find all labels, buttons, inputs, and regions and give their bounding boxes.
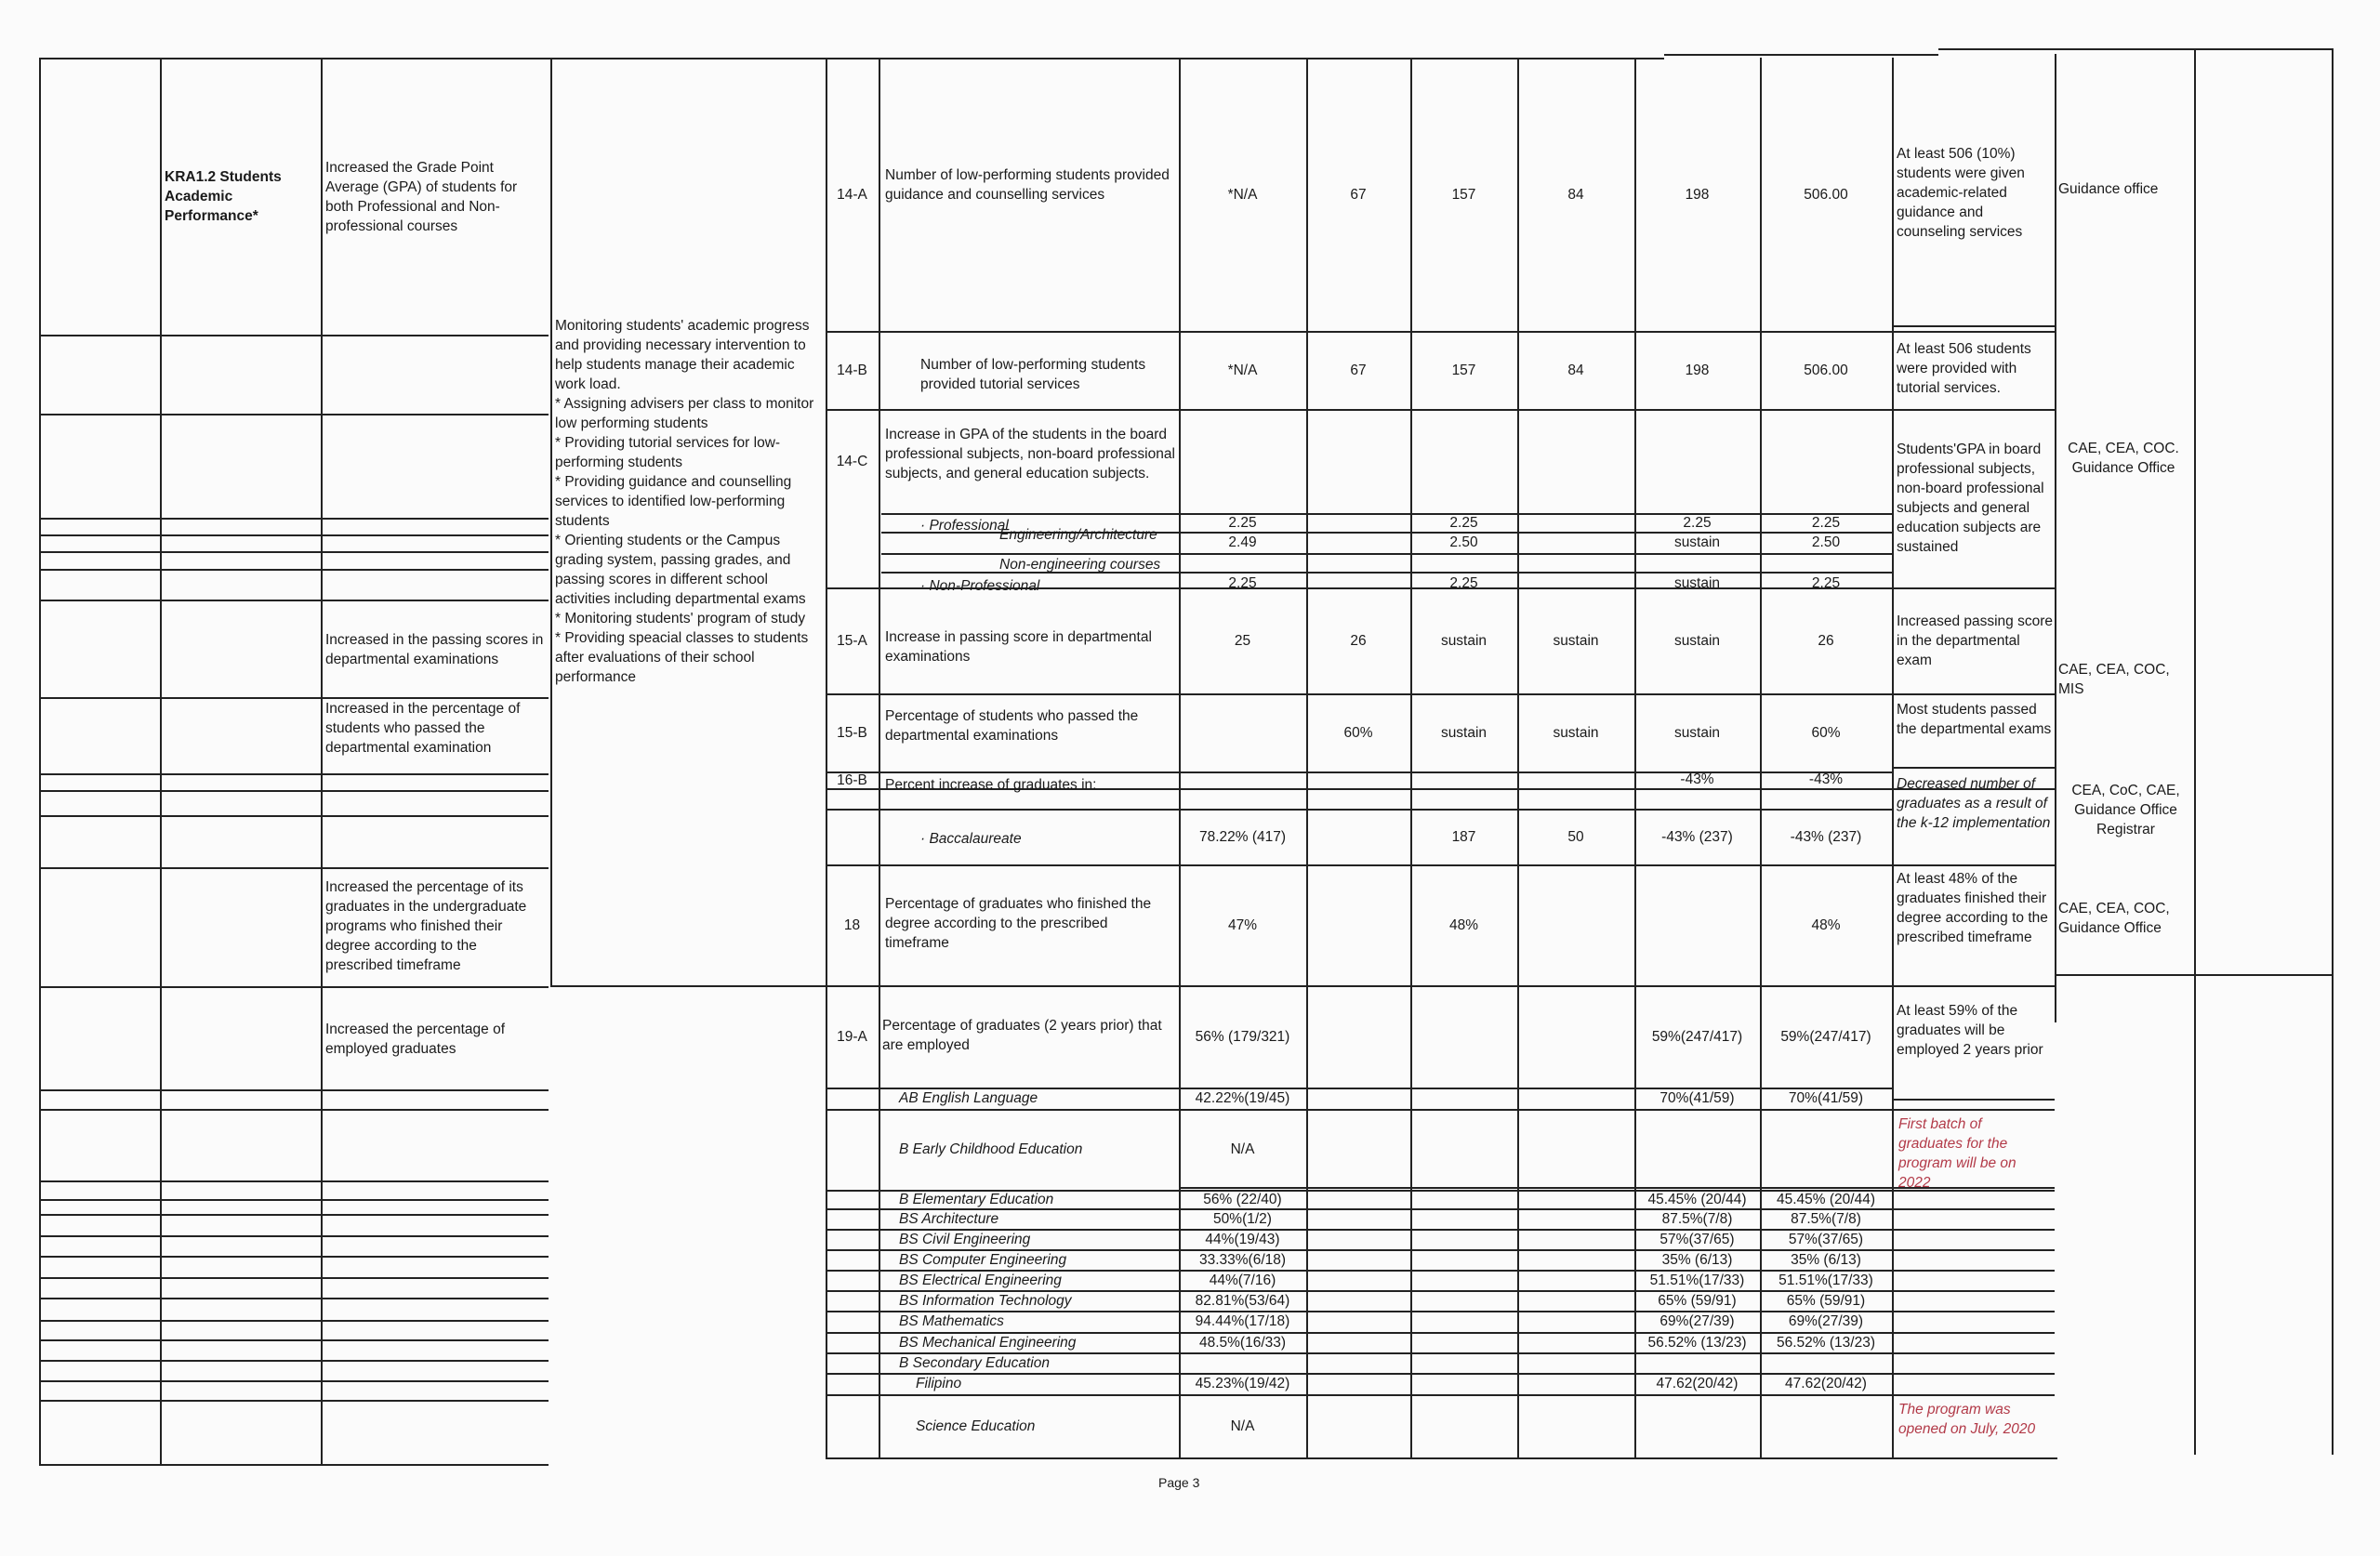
target-14b: At least 506 students were provided with tutorial services. [1897,341,2031,396]
table-rule [39,518,549,520]
table-rule [39,1199,549,1201]
value-c1: 67 [1350,186,1367,203]
strategy-text: Monitoring students' academic progress and providing necessary intervention to help students manage their academic work load. * Assigning advisers per class to monitor low performing students * Providing tutorial services for low-performing students * Providing guidance and counselling services to identified low-performing students * Orienting students or the Campus grading system, passing grades, and passing scores in different school activities including departmental exams * Monitoring students' program of study * Providing speacial classes to students after evaluations of their school performance [555,318,814,685]
table-rule [39,600,549,601]
value-c3: sustain [1553,724,1599,741]
program-name: BS Civil Engineering [899,1231,1031,1247]
value-c4: sustain [1673,534,1721,550]
program-target-c4: 65% (59/91) [1658,1292,1737,1309]
table-rule [1892,587,2055,589]
indicator-14c: Increase in GPA of the students in the board professional subjects, non-board professional subjects, and general education subjects. [885,427,1175,481]
program-target-c4: 47.62(20/42) [1656,1376,1739,1391]
row-code: 14-C [836,453,868,469]
table-rule [39,790,549,792]
value-c2: 2.50 [1449,534,1478,550]
indicator-15b: Percentage of students who passed the departmental examinations [885,708,1139,744]
table-rule [39,1360,549,1362]
program-target-c4: 51.51%(17/33) [1649,1272,1745,1288]
value-c5: 60% [1811,724,1841,741]
row-code: 14-A [837,186,867,203]
program-target-c5: 87.5%(7/8) [1791,1210,1861,1227]
program-baseline: 48.5%(16/33) [1198,1334,1287,1351]
table-rule [39,1180,549,1182]
target-19a: At least 59% of the graduates will be employed 2 years prior [1897,1003,2043,1058]
value-c5: 2.25 [1811,575,1841,591]
value-c4: 198 [1685,186,1710,203]
table-rule [39,1298,549,1299]
value-c3: 50 [1567,828,1584,845]
value-baseline: 2.25 [1228,514,1257,531]
value-baseline: 47% [1227,916,1258,933]
program-target-c5: 51.51%(17/33) [1778,1272,1873,1288]
table-rule [39,1214,549,1216]
objective-gpa: Increased the Grade Point Average (GPA) of students for both Professional and Non-professional courses [325,160,518,234]
value-baseline: 2.25 [1228,575,1257,591]
value-c2: 2.25 [1449,514,1478,531]
program-target-c5: 56.52% (13/23) [1777,1334,1875,1351]
program-name: BS Mechanical Engineering [899,1334,1077,1351]
table-rule [2055,974,2334,976]
program-target-c4: 57%(37/65) [1659,1231,1735,1247]
program-target-c4: 35% (6/13) [1661,1251,1733,1268]
program-target-c4: 45.45% (20/44) [1647,1191,1747,1207]
value-c5: 2.50 [1811,534,1841,550]
value-c2: 2.25 [1449,575,1478,591]
row-code: 15-A [837,632,867,649]
table-rule [39,1339,549,1341]
value-baseline: 56% (179/321) [1195,1028,1290,1045]
value-c5: 2.25 [1811,514,1841,531]
target-14c: Students'GPA in board professional subjects, non-board professional subjects and general education subjects are sustained [1897,442,2044,555]
row-code: 18 [843,916,861,933]
program-target-c4: 56.52% (13/23) [1647,1334,1747,1351]
program-baseline: N/A [1230,1418,1255,1434]
office-18: CAE, CEA, COC, Guidance Office [2058,901,2170,936]
value-baseline: *N/A [1227,186,1258,203]
value-c4: 2.25 [1683,514,1712,531]
program-baseline: 45.23%(19/42) [1195,1376,1290,1391]
program-baseline: 44%(7/16) [1209,1272,1276,1288]
table-rule [39,534,549,536]
table-rule [39,867,549,869]
indicator-16b: Percent increase of graduates in: [885,777,1097,793]
target-16b: Decreased number of graduates as a result of the k-12 implementation [1897,776,2051,831]
table-rule [1892,767,2055,769]
indicator-14b: Number of low-performing students provided tutorial services [920,357,1146,392]
value-c5: -43% (237) [1790,828,1862,845]
objective-employed: Increased the percentage of employed graduates [325,1022,506,1057]
program-target-c4 [1634,1109,1760,1190]
value-c3: 84 [1567,186,1584,203]
value-baseline: 78.22% (417) [1198,828,1287,845]
table-rule [1664,54,1938,56]
program-target-c5: 45.45% (20/44) [1777,1191,1875,1207]
program-target-c4 [1634,1352,1760,1373]
table-rule [39,1464,549,1466]
value-c2: 157 [1451,362,1476,378]
value-c1: 26 [1350,632,1367,649]
page-number: Page 3 [1158,1475,1200,1490]
table-rule [39,1256,549,1258]
value-c3: sustain [1553,632,1599,649]
table-rule [550,58,552,985]
program-target-c5: 70%(41/59) [1788,1090,1864,1106]
row-code: 19-A [837,1028,867,1045]
program-target-c5: 57%(37/65) [1788,1231,1864,1247]
value-c1: 67 [1350,362,1367,378]
table-rule [39,1380,549,1382]
program-name: BS Information Technology [899,1292,1072,1309]
value-c5: 26 [1818,632,1834,649]
program-target-c4: 69%(27/39) [1659,1313,1735,1329]
value-c4: sustain [1673,575,1721,591]
program-target-c4: 87.5%(7/8) [1661,1210,1733,1227]
table-rule [39,815,549,817]
table-rule [39,1400,549,1402]
table-rule [1892,325,2055,327]
table-rule [39,414,549,415]
program-name: Filipino [916,1376,962,1391]
value-c5: 59%(247/417) [1780,1028,1871,1045]
program-baseline: 56% (22/40) [1203,1191,1282,1207]
value-c2: 48% [1448,916,1479,933]
value-c4: sustain [1673,724,1721,741]
value-c2: 187 [1451,828,1476,845]
target-18: At least 48% of the graduates finished their degree according to the prescribed timeframe [1897,871,2048,945]
program-remark: The program was opened on July, 2020 [1898,1402,2036,1437]
value-baseline: *N/A [1227,362,1258,378]
label-non-engineering: Non-engineering courses [999,557,1161,573]
program-name: B Elementary Education [899,1191,1054,1207]
table-rule [550,985,827,987]
program-name: Science Education [916,1418,1036,1434]
target-14a: At least 506 (10%) students were given academic-related guidance and counseling services [1897,146,2025,240]
table-rule [39,1109,549,1111]
value-c1: 60% [1343,724,1373,741]
program-name: BS Mathematics [899,1313,1004,1329]
value-c5: -43% [1808,771,1844,787]
table-rule [826,1457,2057,1459]
program-target-c5: 35% (6/13) [1791,1251,1861,1268]
table-rule [39,1235,549,1237]
row-code: 16-B [837,771,867,788]
objective-finished: Increased the percentage of its graduates in the undergraduate programs who finished their degree according to the prescribed timeframe [325,879,527,973]
program-target-c5: 47.62(20/42) [1785,1376,1867,1391]
table-rule [1938,48,2334,50]
office-16b: CEA, CoC, CAE, Guidance Office Registrar [2071,783,2180,837]
row-code: 15-B [837,724,867,741]
program-target-c5: 65% (59/91) [1786,1292,1866,1309]
office-14a: Guidance office [2058,181,2159,197]
program-target-c5 [1760,1109,1892,1190]
program-name: BS Electrical Engineering [899,1272,1062,1288]
program-name: B Secondary Education [899,1354,1050,1371]
table-rule [321,58,323,1466]
value-c2: sustain [1440,724,1488,741]
table-rule [39,335,549,336]
objective-percent-passed: Increased in the percentage of students who passed the departmental examination [325,701,521,756]
label-professional: · Professional [920,518,1009,534]
value-c5: 506.00 [1804,362,1848,378]
table-rule [2055,54,2056,1022]
table-rule [826,409,2055,411]
indicator-14a: Number of low-performing students provided guidance and counselling services [885,167,1170,203]
value-c4: -43% (237) [1661,828,1733,845]
value-c5: 48% [1811,916,1841,933]
table-rule [39,569,549,571]
program-baseline: 33.33%(6/18) [1198,1251,1287,1268]
program-remark: First batch of graduates for the program will be on 2022 [1898,1116,2016,1191]
row-code: 14-B [837,362,867,378]
table-rule [160,58,162,1466]
kra-title: KRA1.2 Students Academic Performance* [165,169,282,224]
table-rule [39,773,549,775]
value-c5: 506.00 [1804,186,1848,203]
value-c2: 157 [1451,186,1476,203]
office-15a: CAE, CEA, COC, MIS [2058,662,2170,697]
office-14c: CAE, CEA, COC. Guidance Office [2068,441,2179,476]
program-name: AB English Language [899,1090,1038,1106]
program-baseline: 94.44%(17/18) [1195,1313,1290,1329]
program-name: BS Computer Engineering [899,1251,1067,1268]
program-baseline [1179,1352,1306,1373]
program-target-c5: 69%(27/39) [1788,1313,1864,1329]
table-rule [1892,864,2055,866]
table-rule [39,1277,549,1279]
value-c4: 198 [1685,362,1710,378]
table-rule [826,864,1892,866]
target-15a: Increased passing score in the departmental exam [1897,613,2054,668]
table-rule [1892,1099,2055,1101]
value-baseline: 2.49 [1228,534,1257,550]
program-target-c5 [1760,1394,1892,1457]
indicator-19a: Percentage of graduates (2 years prior) that are employed [882,1018,1162,1053]
label-non-professional: · Non-Professional [920,578,1040,594]
program-target-c4 [1634,1394,1760,1457]
value-c2: sustain [1440,632,1488,649]
table-rule [39,986,549,988]
table-rule [2332,48,2334,1455]
table-rule [39,1320,549,1322]
target-15b: Most students passed the departmental exams [1897,702,2052,737]
label-baccalaureate: · Baccalaureate [920,831,1022,847]
value-c4: sustain [1673,632,1721,649]
program-baseline: N/A [1230,1141,1255,1157]
program-baseline: 82.81%(53/64) [1195,1292,1290,1309]
program-baseline: 42.22%(19/45) [1195,1090,1290,1106]
program-baseline: 50%(1/2) [1213,1210,1272,1227]
value-c4: -43% [1680,771,1714,787]
program-target-c4: 70%(41/59) [1659,1090,1735,1106]
program-name: B Early Childhood Education [899,1141,1083,1157]
value-baseline: 25 [1234,632,1251,649]
table-rule [2194,48,2196,1455]
program-target-c5 [1760,1352,1892,1373]
table-rule [39,551,549,553]
indicator-18: Percentage of graduates who finished the degree according to the prescribed timeframe [885,896,1152,951]
value-c3: 84 [1567,362,1584,378]
table-rule [39,1089,549,1091]
program-baseline: 44%(19/43) [1205,1231,1280,1247]
table-rule [39,58,41,1466]
program-name: BS Architecture [899,1210,999,1227]
label-engineering: Engineering/Architecture [999,527,1157,543]
objective-passing: Increased in the passing scores in departmental examinations [325,632,544,667]
value-c4: 59%(247/417) [1651,1028,1743,1045]
indicator-15a: Increase in passing score in departmental examinations [885,629,1152,665]
